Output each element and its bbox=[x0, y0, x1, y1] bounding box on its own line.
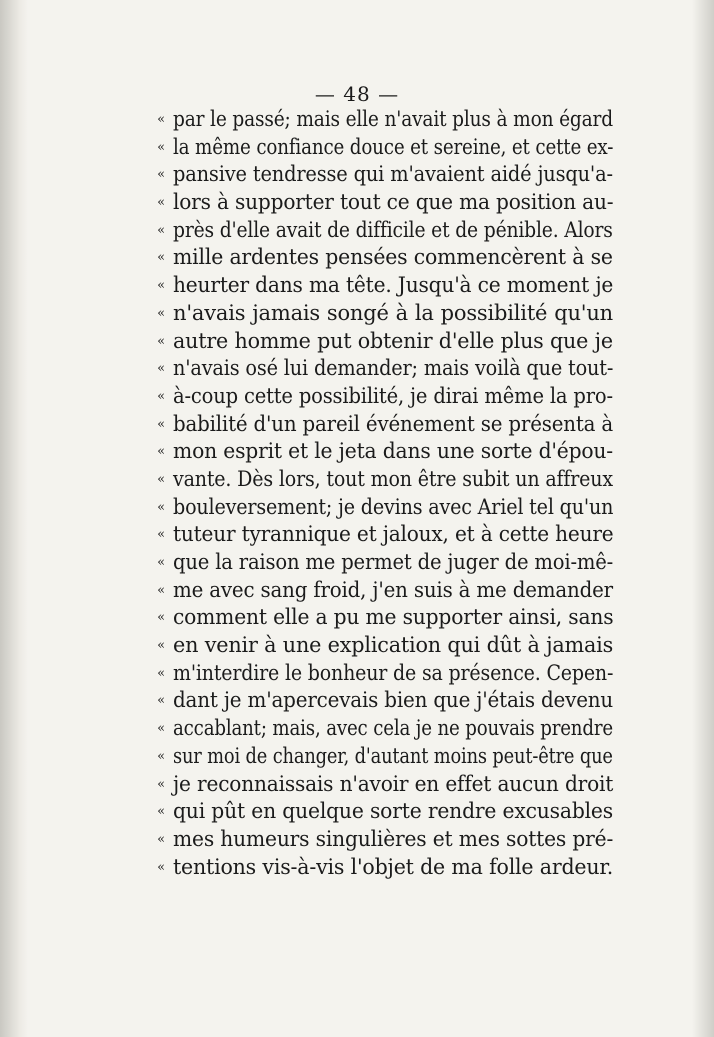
quote-mark: « bbox=[157, 195, 165, 211]
line-text: tentions vis-à-vis l'objet de ma folle ardeur. bbox=[173, 854, 614, 879]
line-text: lors à supporter tout ce que ma position au- bbox=[173, 190, 614, 215]
quote-mark: « bbox=[157, 388, 165, 404]
line-text: près d'elle avait de difficile et de pénible. Alors bbox=[173, 217, 613, 242]
line-text: babilité d'un pareil événement se présenta à bbox=[173, 411, 614, 436]
text-line bbox=[153, 743, 613, 771]
text-line bbox=[153, 632, 613, 660]
quote-mark: « bbox=[157, 665, 165, 681]
line-text: bouleversement; je devins avec Ariel tel qu'un bbox=[173, 494, 614, 519]
quote-mark: « bbox=[157, 139, 165, 155]
page-edge-shadow bbox=[692, 0, 714, 1037]
quote-mark: « bbox=[157, 831, 165, 847]
text-line bbox=[153, 494, 613, 522]
quote-mark: « bbox=[157, 582, 165, 598]
line-text: n'avais osé lui demander; mais voilà que tout- bbox=[173, 356, 614, 381]
page-gutter-shadow bbox=[0, 0, 28, 1037]
text-line bbox=[153, 466, 613, 494]
line-text: en venir à une explication qui dût à jamais bbox=[173, 633, 614, 658]
text-line bbox=[153, 771, 613, 799]
line-text: sur moi de changer, d'autant moins peut-être que bbox=[173, 743, 613, 768]
line-text: dant je m'apercevais bien que j'étais devenu bbox=[173, 688, 614, 713]
text-line bbox=[153, 134, 613, 162]
text-line bbox=[153, 798, 613, 826]
text-line bbox=[153, 189, 613, 217]
quote-mark: « bbox=[157, 222, 165, 238]
line-text: par le passé; mais elle n'avait plus à mon égard bbox=[173, 107, 613, 131]
body-text bbox=[153, 106, 613, 881]
text-line bbox=[153, 411, 613, 439]
text-line bbox=[153, 715, 613, 743]
quote-mark: « bbox=[157, 305, 165, 321]
quote-mark: « bbox=[157, 610, 165, 626]
text-line bbox=[153, 272, 613, 300]
text-line bbox=[153, 660, 613, 688]
text-line bbox=[153, 244, 613, 272]
line-text: mon esprit et le jeta dans une sorte d'épou- bbox=[173, 439, 613, 464]
text-line bbox=[153, 826, 613, 854]
quote-mark: « bbox=[157, 471, 165, 487]
text-line bbox=[153, 604, 613, 632]
quote-mark: « bbox=[157, 278, 165, 294]
line-text: tuteur tyrannique et jaloux, et à cette heure bbox=[173, 522, 614, 547]
text-line bbox=[153, 577, 613, 605]
line-text: comment elle a pu me supporter ainsi, sans bbox=[173, 605, 614, 630]
quote-mark: « bbox=[157, 333, 165, 349]
quote-mark: « bbox=[157, 499, 165, 515]
line-text: que la raison me permet de juger de moi-mê- bbox=[173, 550, 614, 574]
text-line bbox=[153, 521, 613, 549]
line-text: heurter dans ma tête. Jusqu'à ce moment je bbox=[173, 273, 614, 298]
text-line bbox=[153, 687, 613, 715]
line-text: vante. Dès lors, tout mon être subit un affreux bbox=[173, 466, 613, 491]
quote-mark: « bbox=[157, 721, 165, 737]
quote-mark: « bbox=[157, 444, 165, 460]
line-text: je reconnaissais n'avoir en effet aucun droit bbox=[173, 771, 614, 796]
text-line bbox=[153, 549, 613, 577]
text-line bbox=[153, 383, 613, 411]
text-line bbox=[153, 355, 613, 383]
line-text: mille ardentes pensées commencèrent à se bbox=[173, 245, 613, 270]
quote-mark: « bbox=[157, 416, 165, 432]
text-line bbox=[153, 300, 613, 328]
text-line bbox=[153, 854, 613, 882]
quote-mark: « bbox=[157, 748, 165, 764]
quote-mark: « bbox=[157, 693, 165, 709]
quote-mark: « bbox=[157, 250, 165, 266]
text-line bbox=[153, 328, 613, 356]
line-text: m'interdire le bonheur de sa présence. Cepen- bbox=[173, 660, 614, 685]
quote-mark: « bbox=[157, 859, 165, 875]
text-line bbox=[153, 106, 613, 134]
line-text: me avec sang froid, j'en suis à me demander bbox=[173, 577, 613, 602]
line-text: pansive tendresse qui m'avaient aidé jusqu'a- bbox=[173, 162, 613, 187]
line-text: à-coup cette possibilité, je dirai même la pro- bbox=[173, 383, 613, 408]
line-text: n'avais jamais songé à la possibilité qu'un bbox=[173, 300, 613, 325]
quote-mark: « bbox=[157, 527, 165, 543]
quote-mark: « bbox=[157, 776, 165, 792]
line-text: qui pût en quelque sorte rendre excusables bbox=[173, 799, 613, 824]
line-text: mes humeurs singulières et mes sottes pré- bbox=[173, 826, 614, 851]
line-text: autre homme put obtenir d'elle plus que je bbox=[173, 328, 613, 353]
quote-mark: « bbox=[157, 361, 165, 377]
quote-mark: « bbox=[157, 638, 165, 654]
text-line bbox=[153, 438, 613, 466]
text-line bbox=[153, 161, 613, 189]
quote-mark: « bbox=[157, 167, 165, 183]
line-text: accablant; mais, avec cela je ne pouvais prendre bbox=[173, 716, 613, 741]
quote-mark: « bbox=[157, 555, 165, 570]
line-text: la même confiance douce et sereine, et cette ex- bbox=[173, 134, 614, 159]
quote-mark: « bbox=[157, 112, 165, 127]
quote-mark: « bbox=[157, 804, 165, 820]
text-line bbox=[153, 217, 613, 245]
page-number: — 48 — bbox=[314, 82, 400, 106]
